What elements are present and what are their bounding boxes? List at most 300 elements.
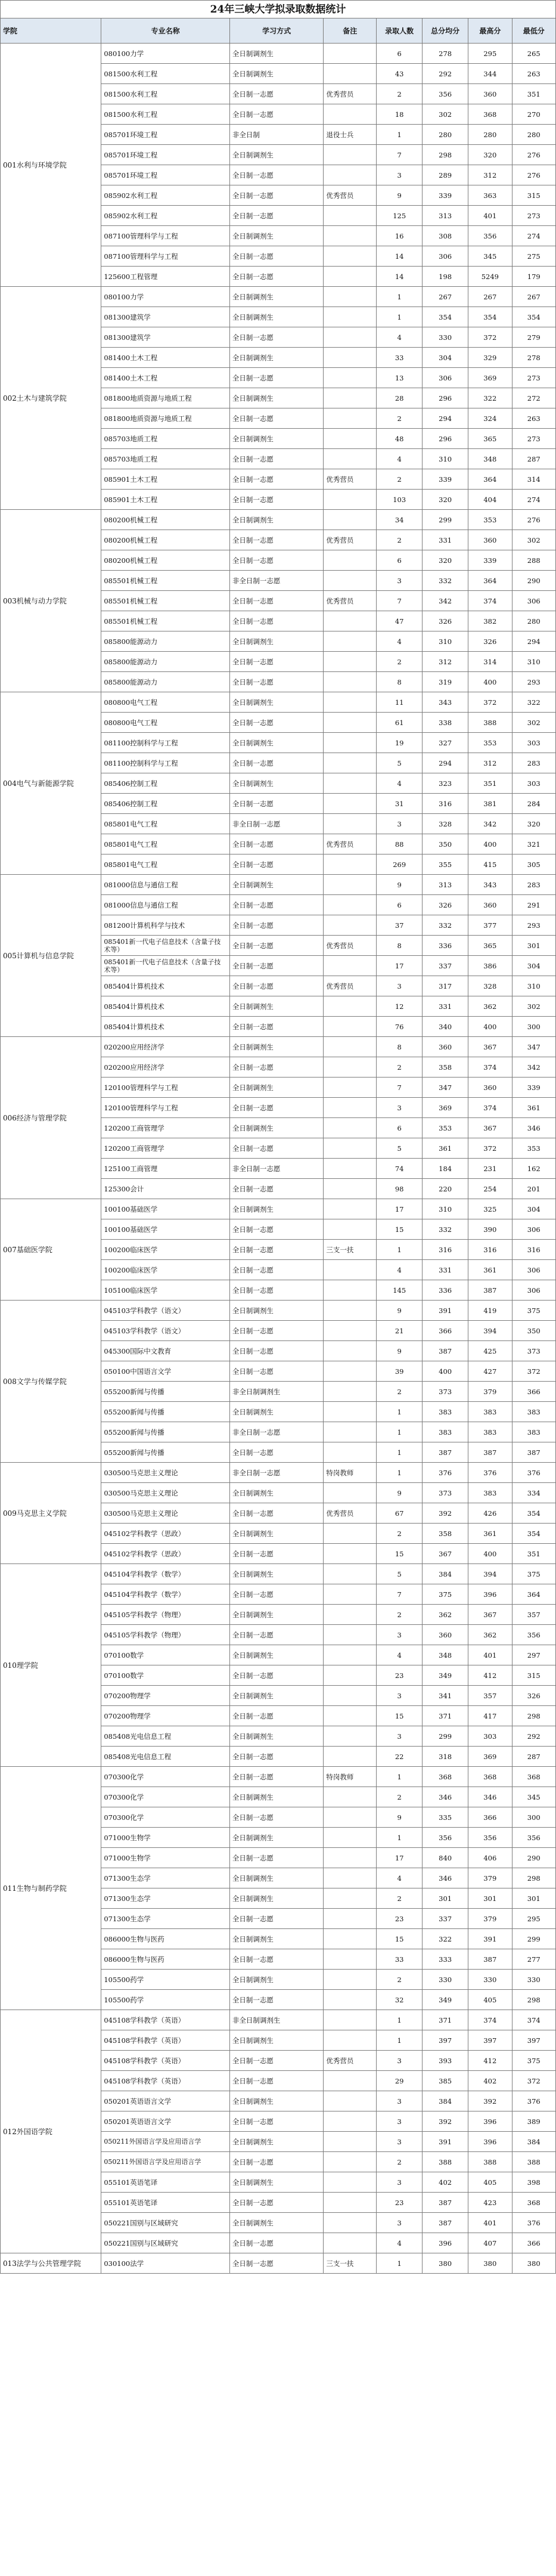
mean-cell: 184	[423, 1159, 468, 1179]
mode-cell: 全日制一志愿	[229, 611, 324, 631]
mean-cell: 294	[423, 753, 468, 773]
min-cell: 263	[512, 408, 555, 429]
max-cell: 374	[468, 1057, 512, 1078]
max-cell: 324	[468, 408, 512, 429]
count-cell: 3	[377, 1625, 423, 1645]
mode-cell: 全日制一志愿	[229, 1442, 324, 1463]
min-cell: 301	[512, 936, 555, 956]
major-cell: 050211外国语言学及应用语言学	[101, 2152, 230, 2172]
min-cell: 354	[512, 307, 555, 327]
major-cell: 070200物理学	[101, 1686, 230, 1706]
mode-cell: 全日制一志愿	[229, 408, 324, 429]
major-cell: 045102学科教学（思政）	[101, 1544, 230, 1564]
max-cell: 360	[468, 84, 512, 104]
min-cell: 298	[512, 1990, 555, 2010]
major-cell: 045108学科教学（英语）	[101, 2030, 230, 2051]
remark-cell: 优秀营员	[324, 936, 377, 956]
mean-cell: 310	[423, 1199, 468, 1219]
count-cell: 9	[377, 1483, 423, 1503]
min-cell: 298	[512, 1706, 555, 1726]
remark-cell	[324, 2030, 377, 2051]
max-cell: 372	[468, 692, 512, 713]
mean-cell: 336	[423, 1280, 468, 1301]
mode-cell: 全日制调剂生	[229, 733, 324, 753]
mean-cell: 369	[423, 1098, 468, 1118]
min-cell: 293	[512, 672, 555, 692]
count-cell: 15	[377, 1219, 423, 1240]
min-cell: 287	[512, 1747, 555, 1767]
mode-cell: 全日制一志愿	[229, 2111, 324, 2132]
max-cell: 396	[468, 2111, 512, 2132]
min-cell: 357	[512, 1605, 555, 1625]
count-cell: 4	[377, 1645, 423, 1665]
count-cell: 32	[377, 1990, 423, 2010]
mean-cell: 353	[423, 1118, 468, 1138]
min-cell: 380	[512, 2253, 555, 2274]
remark-cell	[324, 1260, 377, 1280]
remark-cell: 三支一扶	[324, 2253, 377, 2274]
count-cell: 15	[377, 1929, 423, 1949]
major-cell: 071300生态学	[101, 1909, 230, 1929]
count-cell: 3	[377, 165, 423, 185]
mode-cell: 全日制调剂生	[229, 1118, 324, 1138]
major-cell: 085901土木工程	[101, 490, 230, 510]
min-cell: 294	[512, 631, 555, 652]
mean-cell: 341	[423, 1686, 468, 1706]
remark-cell	[324, 1078, 377, 1098]
remark-cell: 优秀营员	[324, 834, 377, 854]
mode-cell: 全日制一志愿	[229, 165, 324, 185]
mean-cell: 337	[423, 1909, 468, 1929]
major-cell: 085801电气工程	[101, 814, 230, 834]
major-cell: 086000生物与医药	[101, 1949, 230, 1970]
remark-cell	[324, 267, 377, 287]
major-cell: 080800电气工程	[101, 692, 230, 713]
major-cell: 085801电气工程	[101, 834, 230, 854]
page-title: 24年三峡大学拟录取数据统计	[0, 0, 556, 18]
mode-cell: 全日制一志愿	[229, 1706, 324, 1726]
max-cell: 326	[468, 631, 512, 652]
remark-cell	[324, 449, 377, 469]
remark-cell	[324, 1990, 377, 2010]
major-cell: 120200工商管理学	[101, 1138, 230, 1159]
min-cell: 354	[512, 1524, 555, 1544]
mode-cell: 全日制一志愿	[229, 1341, 324, 1361]
mode-cell: 全日制一志愿	[229, 1544, 324, 1564]
mean-cell: 333	[423, 1949, 468, 1970]
major-cell: 070300化学	[101, 1787, 230, 1807]
major-cell: 085701环境工程	[101, 125, 230, 145]
major-cell: 030100法学	[101, 2253, 230, 2274]
remark-cell	[324, 2111, 377, 2132]
remark-cell	[324, 2071, 377, 2091]
max-cell: 356	[468, 226, 512, 246]
college-cell: 003机械与动力学院	[1, 510, 101, 692]
count-cell: 14	[377, 267, 423, 287]
mode-cell: 全日制一志愿	[229, 550, 324, 571]
count-cell: 37	[377, 915, 423, 936]
max-cell: 367	[468, 1118, 512, 1138]
mode-cell: 全日制一志愿	[229, 1767, 324, 1787]
min-cell: 366	[512, 1382, 555, 1402]
max-cell: 362	[468, 996, 512, 1017]
remark-cell	[324, 713, 377, 733]
mean-cell: 358	[423, 1524, 468, 1544]
remark-cell	[324, 1219, 377, 1240]
major-cell: 125300会计	[101, 1179, 230, 1199]
min-cell: 306	[512, 1280, 555, 1301]
count-cell: 22	[377, 1747, 423, 1767]
remark-cell	[324, 104, 377, 125]
max-cell: 364	[468, 571, 512, 591]
mean-cell: 301	[423, 1888, 468, 1909]
max-cell: 387	[468, 1442, 512, 1463]
mean-cell: 336	[423, 936, 468, 956]
count-cell: 48	[377, 429, 423, 449]
mean-cell: 292	[423, 64, 468, 84]
min-cell: 270	[512, 104, 555, 125]
remark-cell	[324, 145, 377, 165]
major-cell: 085800能源动力	[101, 672, 230, 692]
max-cell: 361	[468, 1524, 512, 1544]
min-cell: 265	[512, 44, 555, 64]
min-cell: 316	[512, 1240, 555, 1260]
max-cell: 367	[468, 1037, 512, 1057]
min-cell: 292	[512, 1726, 555, 1747]
min-cell: 389	[512, 2111, 555, 2132]
major-cell: 050221国别与区域研究	[101, 2233, 230, 2253]
mean-cell: 328	[423, 814, 468, 834]
college-cell: 001水利与环境学院	[1, 44, 101, 287]
count-cell: 103	[377, 490, 423, 510]
remark-cell	[324, 1686, 377, 1706]
min-cell: 274	[512, 226, 555, 246]
remark-cell: 优秀营员	[324, 1503, 377, 1524]
mean-cell: 326	[423, 611, 468, 631]
remark-cell	[324, 1970, 377, 1990]
remark-cell	[324, 1665, 377, 1686]
major-cell: 125100工商管理	[101, 1159, 230, 1179]
max-cell: 380	[468, 2253, 512, 2274]
remark-cell	[324, 1605, 377, 1625]
remark-cell	[324, 368, 377, 388]
count-cell: 1	[377, 1463, 423, 1483]
max-cell: 412	[468, 2051, 512, 2071]
mode-cell: 全日制一志愿	[229, 1017, 324, 1037]
count-cell: 7	[377, 145, 423, 165]
min-cell: 303	[512, 773, 555, 794]
mean-cell: 339	[423, 469, 468, 490]
min-cell: 300	[512, 1017, 555, 1037]
remark-cell	[324, 1564, 377, 1584]
min-cell: 300	[512, 1807, 555, 1828]
mode-cell: 全日制调剂生	[229, 631, 324, 652]
max-cell: 346	[468, 1787, 512, 1807]
min-cell: 275	[512, 246, 555, 267]
mean-cell: 331	[423, 530, 468, 550]
major-cell: 030500马克思主义理论	[101, 1483, 230, 1503]
max-cell: 325	[468, 1199, 512, 1219]
major-cell: 071000生物学	[101, 1828, 230, 1848]
mode-cell: 全日制调剂生	[229, 1726, 324, 1747]
major-cell: 081400土木工程	[101, 348, 230, 368]
max-cell: 379	[468, 1382, 512, 1402]
major-cell: 087100管理科学与工程	[101, 246, 230, 267]
max-cell: 402	[468, 2071, 512, 2091]
mode-cell: 全日制一志愿	[229, 84, 324, 104]
remark-cell	[324, 307, 377, 327]
major-cell: 070300化学	[101, 1767, 230, 1787]
mean-cell: 330	[423, 1970, 468, 1990]
remark-cell	[324, 1726, 377, 1747]
major-cell: 085703地质工程	[101, 429, 230, 449]
count-cell: 5	[377, 1138, 423, 1159]
max-cell: 353	[468, 733, 512, 753]
remark-cell	[324, 652, 377, 672]
major-cell: 100100基础医学	[101, 1199, 230, 1219]
remark-cell	[324, 1828, 377, 1848]
count-cell: 6	[377, 550, 423, 571]
college-cell: 009马克思主义学院	[1, 1463, 101, 1564]
max-cell: 339	[468, 550, 512, 571]
college-cell: 005计算机与信息学院	[1, 875, 101, 1037]
mode-cell: 全日制调剂生	[229, 287, 324, 307]
count-cell: 1	[377, 287, 423, 307]
max-cell: 417	[468, 1706, 512, 1726]
max-cell: 330	[468, 1970, 512, 1990]
max-cell: 301	[468, 1888, 512, 1909]
mean-cell: 356	[423, 1828, 468, 1848]
major-cell: 085800能源动力	[101, 652, 230, 672]
major-cell: 045108学科教学（英语）	[101, 2071, 230, 2091]
major-cell: 100200临床医学	[101, 1240, 230, 1260]
mode-cell: 全日制一志愿	[229, 854, 324, 875]
mode-cell: 全日制一志愿	[229, 834, 324, 854]
count-cell: 61	[377, 713, 423, 733]
mean-cell: 393	[423, 2051, 468, 2071]
major-cell: 050221国别与区域研究	[101, 2213, 230, 2233]
remark-cell	[324, 206, 377, 226]
max-cell: 423	[468, 2193, 512, 2213]
remark-cell	[324, 1361, 377, 1382]
mean-cell: 355	[423, 854, 468, 875]
max-cell: 344	[468, 64, 512, 84]
max-cell: 368	[468, 104, 512, 125]
major-cell: 085501机械工程	[101, 571, 230, 591]
min-cell: 376	[512, 1463, 555, 1483]
max-cell: 361	[468, 1260, 512, 1280]
table-row	[1, 875, 556, 895]
mean-cell: 400	[423, 1361, 468, 1382]
max-cell: 280	[468, 125, 512, 145]
max-cell: 379	[468, 1909, 512, 1929]
count-cell: 4	[377, 2233, 423, 2253]
mode-cell: 全日制一志愿	[229, 1260, 324, 1280]
major-cell: 085703地质工程	[101, 449, 230, 469]
remark-cell: 优秀营员	[324, 84, 377, 104]
count-cell: 3	[377, 1098, 423, 1118]
college-cell: 007基础医学院	[1, 1199, 101, 1301]
mean-cell: 331	[423, 1260, 468, 1280]
mode-cell: 全日制调剂生	[229, 2132, 324, 2152]
count-cell: 8	[377, 1037, 423, 1057]
mean-cell: 340	[423, 1017, 468, 1037]
major-cell: 085406控制工程	[101, 794, 230, 814]
major-cell: 120200工商管理学	[101, 1118, 230, 1138]
count-cell: 1	[377, 2010, 423, 2030]
max-cell: 400	[468, 1544, 512, 1564]
mode-cell: 全日制一志愿	[229, 956, 324, 976]
min-cell: 304	[512, 1199, 555, 1219]
mean-cell: 362	[423, 1605, 468, 1625]
min-cell: 301	[512, 1888, 555, 1909]
max-cell: 363	[468, 185, 512, 206]
remark-cell	[324, 814, 377, 834]
major-cell: 085701环境工程	[101, 145, 230, 165]
major-cell: 125600工程管理	[101, 267, 230, 287]
major-cell: 085408光电信息工程	[101, 1747, 230, 1767]
mode-cell: 非全日制调剂生	[229, 1382, 324, 1402]
major-cell: 045104学科教学（数学）	[101, 1584, 230, 1605]
college-cell: 006经济与管理学院	[1, 1037, 101, 1199]
mean-cell: 312	[423, 652, 468, 672]
max-cell: 426	[468, 1503, 512, 1524]
mean-cell: 198	[423, 267, 468, 287]
count-cell: 4	[377, 1260, 423, 1280]
min-cell: 310	[512, 976, 555, 996]
count-cell: 2	[377, 1970, 423, 1990]
major-cell: 105500药学	[101, 1970, 230, 1990]
count-cell: 3	[377, 1726, 423, 1747]
remark-cell	[324, 550, 377, 571]
mean-cell: 360	[423, 1625, 468, 1645]
mode-cell: 全日制调剂生	[229, 64, 324, 84]
max-cell: 372	[468, 1138, 512, 1159]
count-cell: 3	[377, 2132, 423, 2152]
count-cell: 2	[377, 1605, 423, 1625]
remark-cell	[324, 348, 377, 368]
remark-cell	[324, 1037, 377, 1057]
min-cell: 321	[512, 834, 555, 854]
count-cell: 1	[377, 2030, 423, 2051]
major-cell: 045108学科教学（英语）	[101, 2051, 230, 2071]
mode-cell: 全日制一志愿	[229, 490, 324, 510]
mode-cell: 全日制调剂生	[229, 145, 324, 165]
max-cell: 312	[468, 753, 512, 773]
remark-cell	[324, 1807, 377, 1828]
min-cell: 315	[512, 1665, 555, 1686]
remark-cell	[324, 165, 377, 185]
count-cell: 28	[377, 388, 423, 408]
mean-cell: 360	[423, 1037, 468, 1057]
major-cell: 055101英语笔译	[101, 2172, 230, 2193]
mean-cell: 349	[423, 1990, 468, 2010]
remark-cell	[324, 1422, 377, 1442]
mode-cell: 全日制调剂生	[229, 1605, 324, 1625]
major-cell: 081500水利工程	[101, 84, 230, 104]
max-cell: 405	[468, 2172, 512, 2193]
min-cell: 383	[512, 1402, 555, 1422]
mean-cell: 384	[423, 1564, 468, 1584]
mode-cell: 全日制调剂生	[229, 1645, 324, 1665]
mean-cell: 280	[423, 125, 468, 145]
remark-cell	[324, 1544, 377, 1564]
count-cell: 1	[377, 1442, 423, 1463]
mode-cell: 全日制调剂生	[229, 1301, 324, 1321]
min-cell: 388	[512, 2152, 555, 2172]
max-cell: 320	[468, 145, 512, 165]
count-cell: 39	[377, 1361, 423, 1382]
min-cell: 330	[512, 1970, 555, 1990]
count-cell: 9	[377, 1807, 423, 1828]
max-cell: 356	[468, 1828, 512, 1848]
max-cell: 400	[468, 834, 512, 854]
remark-cell	[324, 1706, 377, 1726]
min-cell: 364	[512, 1584, 555, 1605]
major-cell: 070100数学	[101, 1645, 230, 1665]
major-cell: 085701环境工程	[101, 165, 230, 185]
count-cell: 3	[377, 2213, 423, 2233]
max-cell: 369	[468, 1747, 512, 1767]
max-cell: 314	[468, 652, 512, 672]
min-cell: 387	[512, 1442, 555, 1463]
mean-cell: 391	[423, 2132, 468, 2152]
table-row	[1, 2253, 556, 2274]
count-cell: 76	[377, 1017, 423, 1037]
college-cell: 012外国语学院	[1, 2010, 101, 2253]
mean-cell: 349	[423, 1665, 468, 1686]
min-cell: 291	[512, 895, 555, 915]
major-cell: 081500水利工程	[101, 64, 230, 84]
max-cell: 365	[468, 429, 512, 449]
major-cell: 050211外国语言学及应用语言学	[101, 2132, 230, 2152]
mean-cell: 380	[423, 2253, 468, 2274]
max-cell: 400	[468, 1017, 512, 1037]
min-cell: 339	[512, 1078, 555, 1098]
max-cell: 396	[468, 2132, 512, 2152]
count-cell: 2	[377, 530, 423, 550]
remark-cell	[324, 956, 377, 976]
remark-cell	[324, 1868, 377, 1888]
count-cell: 7	[377, 1584, 423, 1605]
max-cell: 365	[468, 936, 512, 956]
mean-cell: 346	[423, 1868, 468, 1888]
count-cell: 9	[377, 185, 423, 206]
count-cell: 8	[377, 936, 423, 956]
min-cell: 179	[512, 267, 555, 287]
min-cell: 326	[512, 1686, 555, 1706]
mode-cell: 全日制调剂生	[229, 1868, 324, 1888]
max-cell: 362	[468, 1625, 512, 1645]
min-cell: 280	[512, 611, 555, 631]
count-cell: 145	[377, 1280, 423, 1301]
mode-cell: 全日制调剂生	[229, 2030, 324, 2051]
count-cell: 6	[377, 895, 423, 915]
count-cell: 5	[377, 1564, 423, 1584]
count-cell: 31	[377, 794, 423, 814]
max-cell: 360	[468, 530, 512, 550]
count-cell: 33	[377, 1949, 423, 1970]
header-count: 录取人数	[377, 18, 423, 44]
max-cell: 351	[468, 773, 512, 794]
max-cell: 386	[468, 956, 512, 976]
mean-cell: 220	[423, 1179, 468, 1199]
min-cell: 354	[512, 1503, 555, 1524]
count-cell: 1	[377, 1240, 423, 1260]
min-cell: 298	[512, 1868, 555, 1888]
count-cell: 4	[377, 449, 423, 469]
mean-cell: 322	[423, 1929, 468, 1949]
